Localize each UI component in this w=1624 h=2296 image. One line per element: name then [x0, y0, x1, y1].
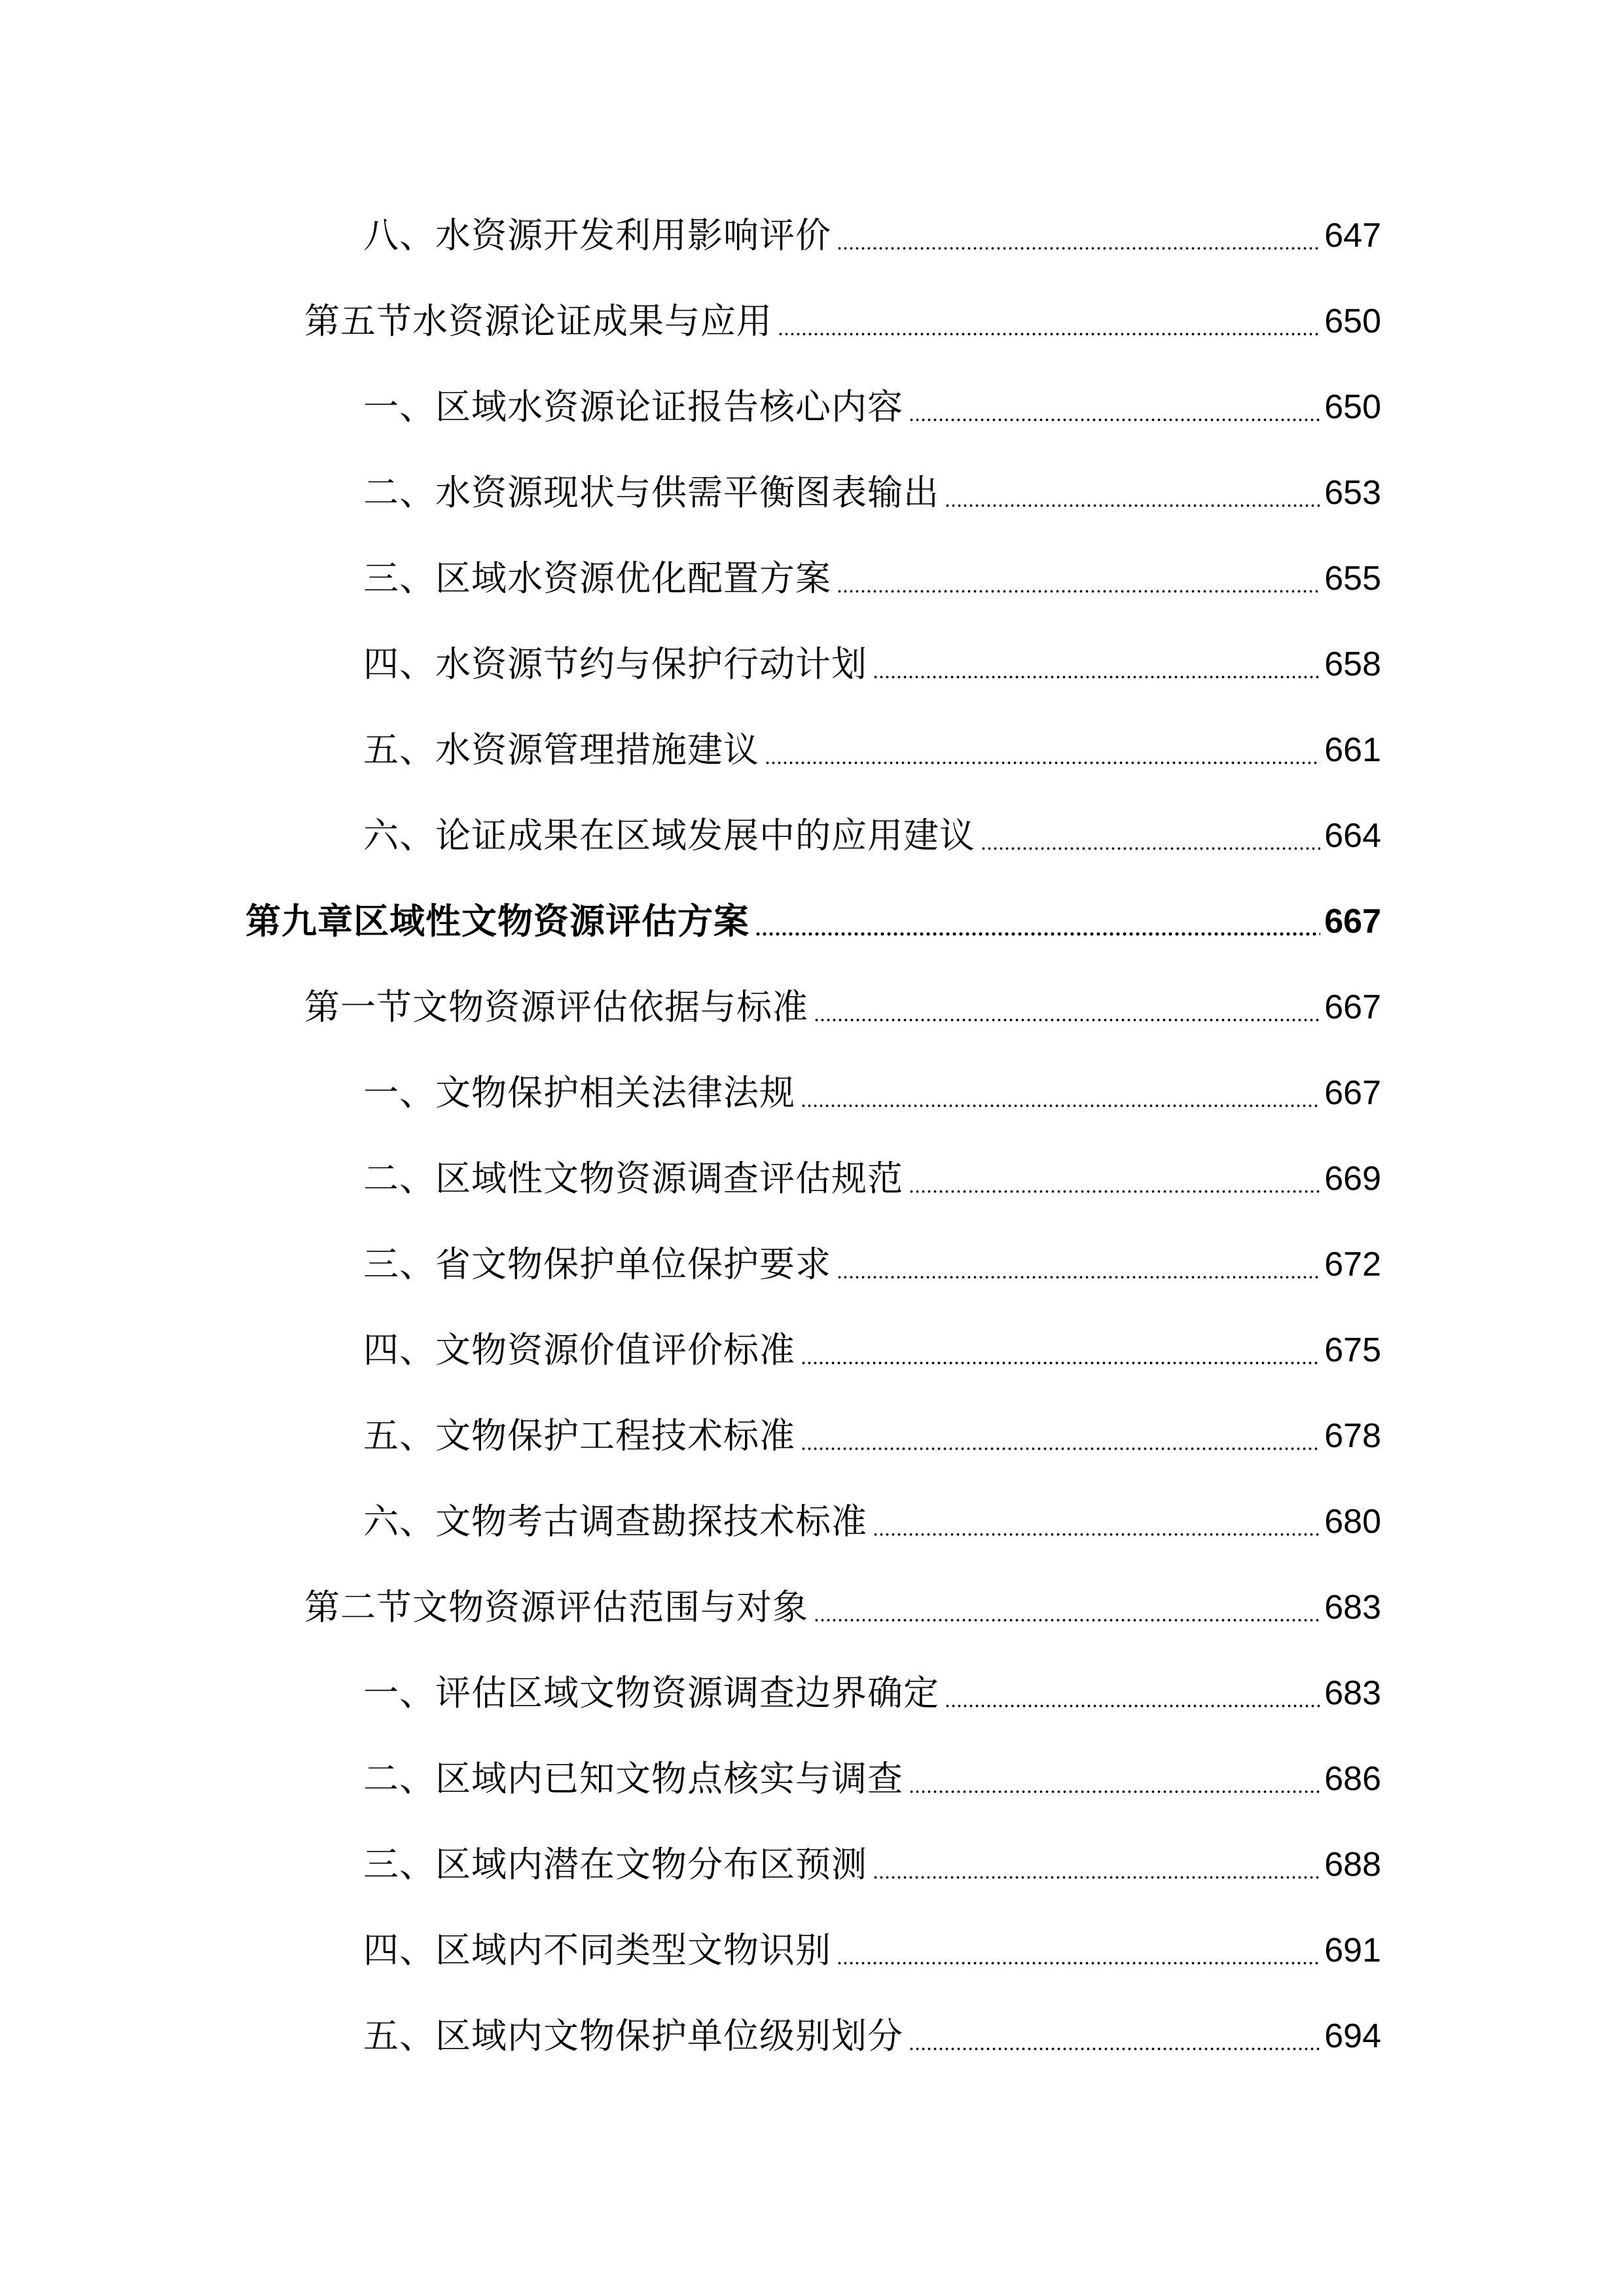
toc-entry-title: 二、区域内已知文物点核实与调查: [363, 1758, 903, 1799]
toc-dot-leader: [837, 552, 1320, 605]
toc-entry-page: 694: [1324, 2017, 1381, 2055]
toc-chapter-entry[interactable]: [245, 895, 1381, 948]
toc-entry[interactable]: [363, 1839, 1381, 1891]
toc-entry-page: 664: [1324, 817, 1381, 855]
toc-entry-page: 675: [1324, 1331, 1381, 1369]
toc-entry-title: 五、水资源管理措施建议: [363, 729, 759, 770]
toc-dot-leader: [814, 1581, 1320, 1634]
toc-dot-leader: [801, 1067, 1320, 1119]
toc-dot-leader: [837, 209, 1320, 262]
toc-entry-page: 678: [1324, 1417, 1381, 1455]
toc-entry[interactable]: [304, 981, 1381, 1033]
toc-dot-leader: [814, 981, 1320, 1033]
toc-entry[interactable]: [363, 1153, 1381, 1205]
toc-dot-leader: [873, 1496, 1320, 1548]
toc-entry-title: 五、文物保护工程技术标准: [363, 1415, 795, 1456]
toc-dot-leader: [778, 295, 1320, 348]
toc-entry[interactable]: [363, 1496, 1381, 1548]
toc-entry[interactable]: [363, 810, 1381, 862]
toc-entry[interactable]: [363, 638, 1381, 691]
toc-dot-leader: [909, 1153, 1320, 1205]
toc-entry-title: 八、水资源开发利用影响评价: [363, 215, 831, 256]
toc-entry-page: 667: [1324, 903, 1381, 941]
toc-entry[interactable]: [363, 467, 1381, 519]
toc-entry-title: 四、区域内不同类型文物识别: [363, 1929, 831, 1971]
toc-entry-title: 四、水资源节约与保护行动计划: [363, 643, 867, 685]
toc-entry[interactable]: [363, 1067, 1381, 1119]
toc-dot-leader: [909, 381, 1320, 433]
toc-entry[interactable]: [363, 1238, 1381, 1291]
toc-entry-page: 650: [1324, 302, 1381, 340]
toc-entry-page: 650: [1324, 388, 1381, 426]
toc-entry-page: 653: [1324, 474, 1381, 512]
toc-entry-title: 第五节水资源论证成果与应用: [304, 300, 772, 342]
toc-entry[interactable]: [363, 1924, 1381, 1977]
toc-dot-leader: [873, 638, 1320, 691]
toc-entry-title: 三、省文物保护单位保护要求: [363, 1244, 831, 1285]
toc-entry-page: 669: [1324, 1160, 1381, 1198]
toc-entry-page: 655: [1324, 560, 1381, 598]
toc-entry[interactable]: [304, 295, 1381, 348]
toc-entry-page: 672: [1324, 1246, 1381, 1283]
toc-entry-title: 一、文物保护相关法律法规: [363, 1072, 795, 1113]
toc-entry[interactable]: [363, 1753, 1381, 1805]
toc-entry[interactable]: [304, 1581, 1381, 1634]
toc-entry-title: 四、文物资源价值评价标准: [363, 1329, 795, 1371]
toc-entry-page: 661: [1324, 731, 1381, 769]
toc-entry-page: 683: [1324, 1588, 1381, 1626]
toc-entry-page: 658: [1324, 645, 1381, 683]
toc-dot-leader: [909, 1753, 1320, 1805]
toc-entry[interactable]: [363, 1667, 1381, 1719]
toc-entry-page: 683: [1324, 1674, 1381, 1712]
toc-dot-leader: [981, 810, 1320, 862]
toc-dot-leader: [945, 1667, 1320, 1719]
toc-dot-leader: [945, 467, 1320, 519]
toc-dot-leader: [801, 1410, 1320, 1462]
toc-entry-title: 一、评估区域文物资源调查边界确定: [363, 1672, 939, 1713]
toc-entry-page: 647: [1324, 217, 1381, 255]
toc-entry[interactable]: [363, 724, 1381, 776]
toc-entry-title: 三、区域内潜在文物分布区预测: [363, 1844, 867, 1885]
toc-entry[interactable]: [363, 1324, 1381, 1376]
toc-entry-title: 六、文物考古调查勘探技术标准: [363, 1501, 867, 1542]
toc-dot-leader: [909, 2010, 1320, 2062]
toc-dot-leader: [837, 1238, 1320, 1291]
toc-entry[interactable]: [363, 381, 1381, 433]
toc-dot-leader: [801, 1324, 1320, 1376]
toc-entry-title: 六、论证成果在区域发展中的应用建议: [363, 815, 975, 856]
toc-entry[interactable]: [363, 2010, 1381, 2062]
toc-entry-title: 第二节文物资源评估范围与对象: [304, 1587, 808, 1628]
toc-entry-page: 680: [1324, 1503, 1381, 1541]
toc-entry-title: 二、水资源现状与供需平衡图表输出: [363, 472, 939, 513]
toc-dot-leader: [873, 1839, 1320, 1891]
toc-entry[interactable]: [363, 552, 1381, 605]
toc-entry-title: 三、区域水资源优化配置方案: [363, 558, 831, 599]
toc-dot-leader: [837, 1924, 1320, 1977]
toc-entry-page: 667: [1324, 1074, 1381, 1112]
toc-entry-title: 第一节文物资源评估依据与标准: [304, 986, 808, 1028]
toc-dot-leader: [765, 724, 1320, 776]
toc-dot-leader: [755, 895, 1320, 948]
toc-entry-page: 667: [1324, 988, 1381, 1026]
toc-entry-title: 五、区域内文物保护单位级别划分: [363, 2015, 903, 2056]
toc-entry-title: 二、区域性文物资源调查评估规范: [363, 1158, 903, 1199]
toc-entry[interactable]: [363, 1410, 1381, 1462]
toc-entry-title: 一、区域水资源论证报告核心内容: [363, 386, 903, 427]
toc-entry-title: 第九章区域性文物资源评估方案: [245, 901, 749, 942]
toc-entry-page: 691: [1324, 1931, 1381, 1969]
toc-entry-page: 688: [1324, 1846, 1381, 1884]
toc-entry[interactable]: [363, 209, 1381, 262]
toc-entry-page: 686: [1324, 1760, 1381, 1798]
